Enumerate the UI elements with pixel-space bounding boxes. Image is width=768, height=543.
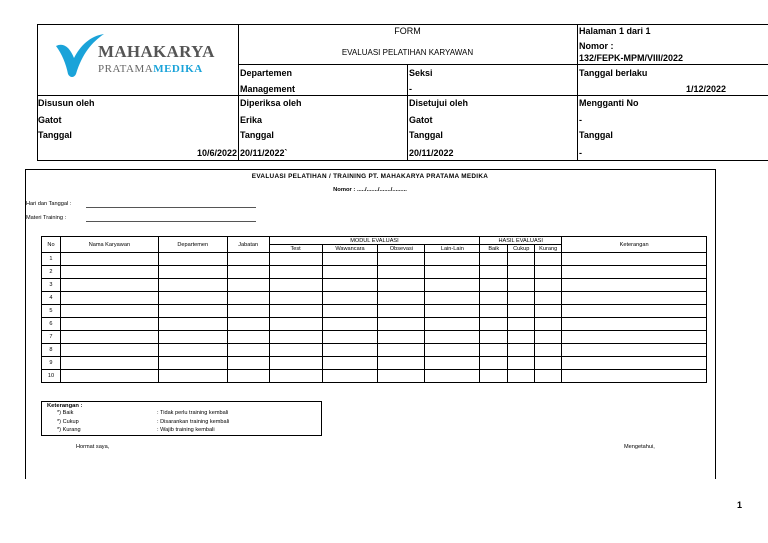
table-cell[interactable] [322,370,378,383]
table-cell[interactable] [508,331,535,344]
logo-sub-pratama: PRATAMA [98,63,154,75]
table-cell[interactable] [535,331,562,344]
table-cell[interactable] [535,344,562,357]
table-cell[interactable] [322,279,378,292]
table-cell[interactable] [60,331,158,344]
materi-training-line[interactable] [86,221,256,222]
disetujui-tanggal-label: Tanggal [409,130,443,140]
col-nama: Nama Karyawan [60,237,158,253]
table-cell[interactable] [322,331,378,344]
table-cell[interactable] [535,357,562,370]
form-label: FORM [394,26,421,36]
table-cell[interactable] [535,253,562,266]
table-cell[interactable] [158,292,227,305]
legend-item-kurang-value: : Wajib training kembali [157,427,215,433]
table-cell[interactable] [60,253,158,266]
table-cell[interactable] [60,292,158,305]
logo-brand: MAHAKARYA [98,42,215,61]
table-cell[interactable] [378,253,425,266]
table-cell[interactable] [480,266,508,279]
col-obsevasi: Obsevasi [378,245,425,253]
form-sheet-nomor: Nomor : ...../......./......./......... [333,187,407,193]
row-number: 8 [42,344,61,357]
table-cell[interactable] [158,253,227,266]
col-modul-evaluasi: MODUL EVALUASI [269,237,480,245]
table-cell[interactable] [158,344,227,357]
table-cell[interactable] [480,344,508,357]
row-number: 10 [42,370,61,383]
table-cell[interactable] [158,279,227,292]
table-cell[interactable] [158,370,227,383]
materi-training-label: Materi Training : [26,215,67,221]
table-cell[interactable] [378,357,425,370]
table-cell[interactable] [508,344,535,357]
table-cell[interactable] [227,357,269,370]
table-cell[interactable] [535,318,562,331]
mengganti-label: Mengganti No [579,98,639,108]
table-cell[interactable] [227,344,269,357]
table-cell[interactable] [158,318,227,331]
form-sheet-title: EVALUASI PELATIHAN / TRAINING PT. MAHAKARYA PRATAMA MEDIKA [251,173,489,180]
hari-tanggal-label: Hari dan Tanggal : [26,201,72,207]
table-cell[interactable] [508,266,535,279]
disetujui-date: 20/11/2022 [409,148,454,158]
table-row [42,253,707,266]
table-cell[interactable] [378,344,425,357]
table-cell[interactable] [480,370,508,383]
table-cell[interactable] [562,279,707,292]
table-cell[interactable] [269,305,322,318]
table-cell[interactable] [480,279,508,292]
mengetahui: Mengetahui, [624,444,655,450]
hormat-saya: Hormat saya, [76,444,110,450]
table-cell[interactable] [425,279,480,292]
table-cell[interactable] [269,344,322,357]
seksi-label: Seksi [409,68,433,78]
table-cell[interactable] [227,305,269,318]
table-cell[interactable] [562,305,707,318]
table-cell[interactable] [535,370,562,383]
table-cell[interactable] [425,266,480,279]
page-info: Halaman 1 dari 1 [579,26,651,36]
form-title: EVALUASI PELATIHAN KARYAWAN [341,48,474,57]
table-row [42,344,707,357]
table-cell[interactable] [425,318,480,331]
table-cell[interactable] [227,292,269,305]
diperiksa-label: Diperiksa oleh [240,98,302,108]
table-cell[interactable] [425,357,480,370]
table-cell[interactable] [158,357,227,370]
table-cell[interactable] [508,253,535,266]
col-test: Test [269,245,322,253]
table-cell[interactable] [508,279,535,292]
table-cell[interactable] [480,292,508,305]
legend-item-baik-value: : Tidak perlu training kembali [157,410,229,416]
table-cell[interactable] [269,357,322,370]
table-cell[interactable] [562,370,707,383]
table-cell[interactable] [322,305,378,318]
table-cell[interactable] [535,279,562,292]
table-cell[interactable] [562,266,707,279]
table-cell[interactable] [158,305,227,318]
table-cell[interactable] [378,305,425,318]
col-wawancara: Wawancara [322,245,378,253]
legend-title: Keterangan : [47,403,83,409]
table-cell[interactable] [425,253,480,266]
table-cell[interactable] [508,357,535,370]
table-row [42,305,707,318]
table-cell[interactable] [60,279,158,292]
table-cell[interactable] [508,292,535,305]
row-number: 5 [42,305,61,318]
table-cell[interactable] [425,344,480,357]
col-lain-lain: Lain-Lain [425,245,480,253]
col-no: No [42,237,61,253]
disusun-label: Disusun oleh [38,98,95,108]
table-cell[interactable] [269,331,322,344]
table-cell[interactable] [60,266,158,279]
table-cell[interactable] [378,318,425,331]
col-baik: Baik [480,245,508,253]
disusun-tanggal-label: Tanggal [38,130,72,140]
row-number: 1 [42,253,61,266]
page-number: 1 [737,500,743,510]
table-cell[interactable] [425,305,480,318]
table-cell[interactable] [378,331,425,344]
col-jabatan: Jabatan [227,237,269,253]
table-cell[interactable] [480,318,508,331]
disetujui-label: Disetujui oleh [409,98,469,108]
nomor-label: Nomor : [579,41,614,51]
legend-item-baik-key: *) Baik [57,410,74,416]
table-cell[interactable] [425,370,480,383]
nomor-value: 132/FEPK-MPM/VIII/2022 [579,53,684,63]
table-cell[interactable] [480,331,508,344]
disetujui-name: Gatot [409,115,433,125]
legend-box [41,401,322,436]
table-cell[interactable] [227,279,269,292]
table-cell[interactable] [508,370,535,383]
table-cell[interactable] [322,318,378,331]
logo-sub-medika: MEDIKA [153,63,203,75]
table-row [42,370,707,383]
table-cell[interactable] [562,292,707,305]
table-cell[interactable] [227,318,269,331]
table-cell[interactable] [378,370,425,383]
table-cell[interactable] [269,266,322,279]
legend-item-cukup-key: *) Cukup [57,419,79,425]
row-number: 6 [42,318,61,331]
col-kurang: Kurang [535,245,562,253]
table-cell[interactable] [322,357,378,370]
table-cell[interactable] [508,318,535,331]
table-row [42,318,707,331]
table-cell[interactable] [269,370,322,383]
mengganti-tanggal-label: Tanggal [579,130,613,140]
table-cell[interactable] [378,266,425,279]
table-row [42,357,707,370]
table-cell[interactable] [480,305,508,318]
table-cell[interactable] [60,370,158,383]
row-number: 4 [42,292,61,305]
table-cell[interactable] [378,279,425,292]
table-cell[interactable] [227,370,269,383]
table-cell[interactable] [60,357,158,370]
table-cell[interactable] [322,344,378,357]
row-number: 3 [42,279,61,292]
table-cell[interactable] [480,253,508,266]
table-cell[interactable] [562,253,707,266]
diperiksa-date: 20/11/2022` [240,148,288,158]
table-cell[interactable] [269,292,322,305]
table-cell[interactable] [269,279,322,292]
evaluation-table [41,236,707,383]
diperiksa-tanggal-label: Tanggal [240,130,274,140]
table-cell[interactable] [227,266,269,279]
table-row [42,266,707,279]
table-cell[interactable] [158,331,227,344]
berlaku-value: 1/12/2022 [686,84,727,94]
table-row [42,331,707,344]
company-logo [52,30,232,86]
table-cell[interactable] [425,331,480,344]
table-cell[interactable] [562,318,707,331]
col-hasil-evaluasi: HASIL EVALUASI [480,237,562,245]
table-cell[interactable] [322,292,378,305]
table-cell[interactable] [60,305,158,318]
table-cell[interactable] [562,357,707,370]
col-cukup: Cukup [508,245,535,253]
col-departemen: Departemen [158,237,227,253]
col-keterangan: Keterangan [562,237,707,253]
table-cell[interactable] [269,318,322,331]
hari-tanggal-line[interactable] [86,207,256,208]
table-cell[interactable] [158,266,227,279]
row-number: 2 [42,266,61,279]
table-cell[interactable] [535,305,562,318]
table-cell[interactable] [269,253,322,266]
table-cell[interactable] [227,331,269,344]
disusun-name: Gatot [38,115,62,125]
row-number: 7 [42,331,61,344]
table-cell[interactable] [378,292,425,305]
table-cell[interactable] [562,344,707,357]
departemen-value: Management [240,84,296,94]
table-cell[interactable] [322,253,378,266]
row-number: 9 [42,357,61,370]
table-cell[interactable] [562,331,707,344]
diperiksa-name: Erika [240,115,263,125]
mengganti-date: - [579,148,582,158]
table-row [42,279,707,292]
table-cell[interactable] [535,266,562,279]
table-cell[interactable] [425,292,480,305]
table-cell[interactable] [60,318,158,331]
mengganti-value: - [579,115,582,125]
berlaku-label: Tanggal berlaku [579,68,648,78]
table-cell[interactable] [535,292,562,305]
legend-item-kurang-key: *) Kurang [57,427,81,433]
departemen-label: Departemen [240,68,293,78]
table-cell[interactable] [60,344,158,357]
legend-item-cukup-value: : Disarankan training kembali [157,419,230,425]
table-row [42,292,707,305]
table-cell[interactable] [480,357,508,370]
seksi-value: - [409,84,412,94]
table-cell[interactable] [508,305,535,318]
table-cell[interactable] [322,266,378,279]
disusun-date: 10/6/2022 [196,148,237,158]
table-cell[interactable] [227,253,269,266]
